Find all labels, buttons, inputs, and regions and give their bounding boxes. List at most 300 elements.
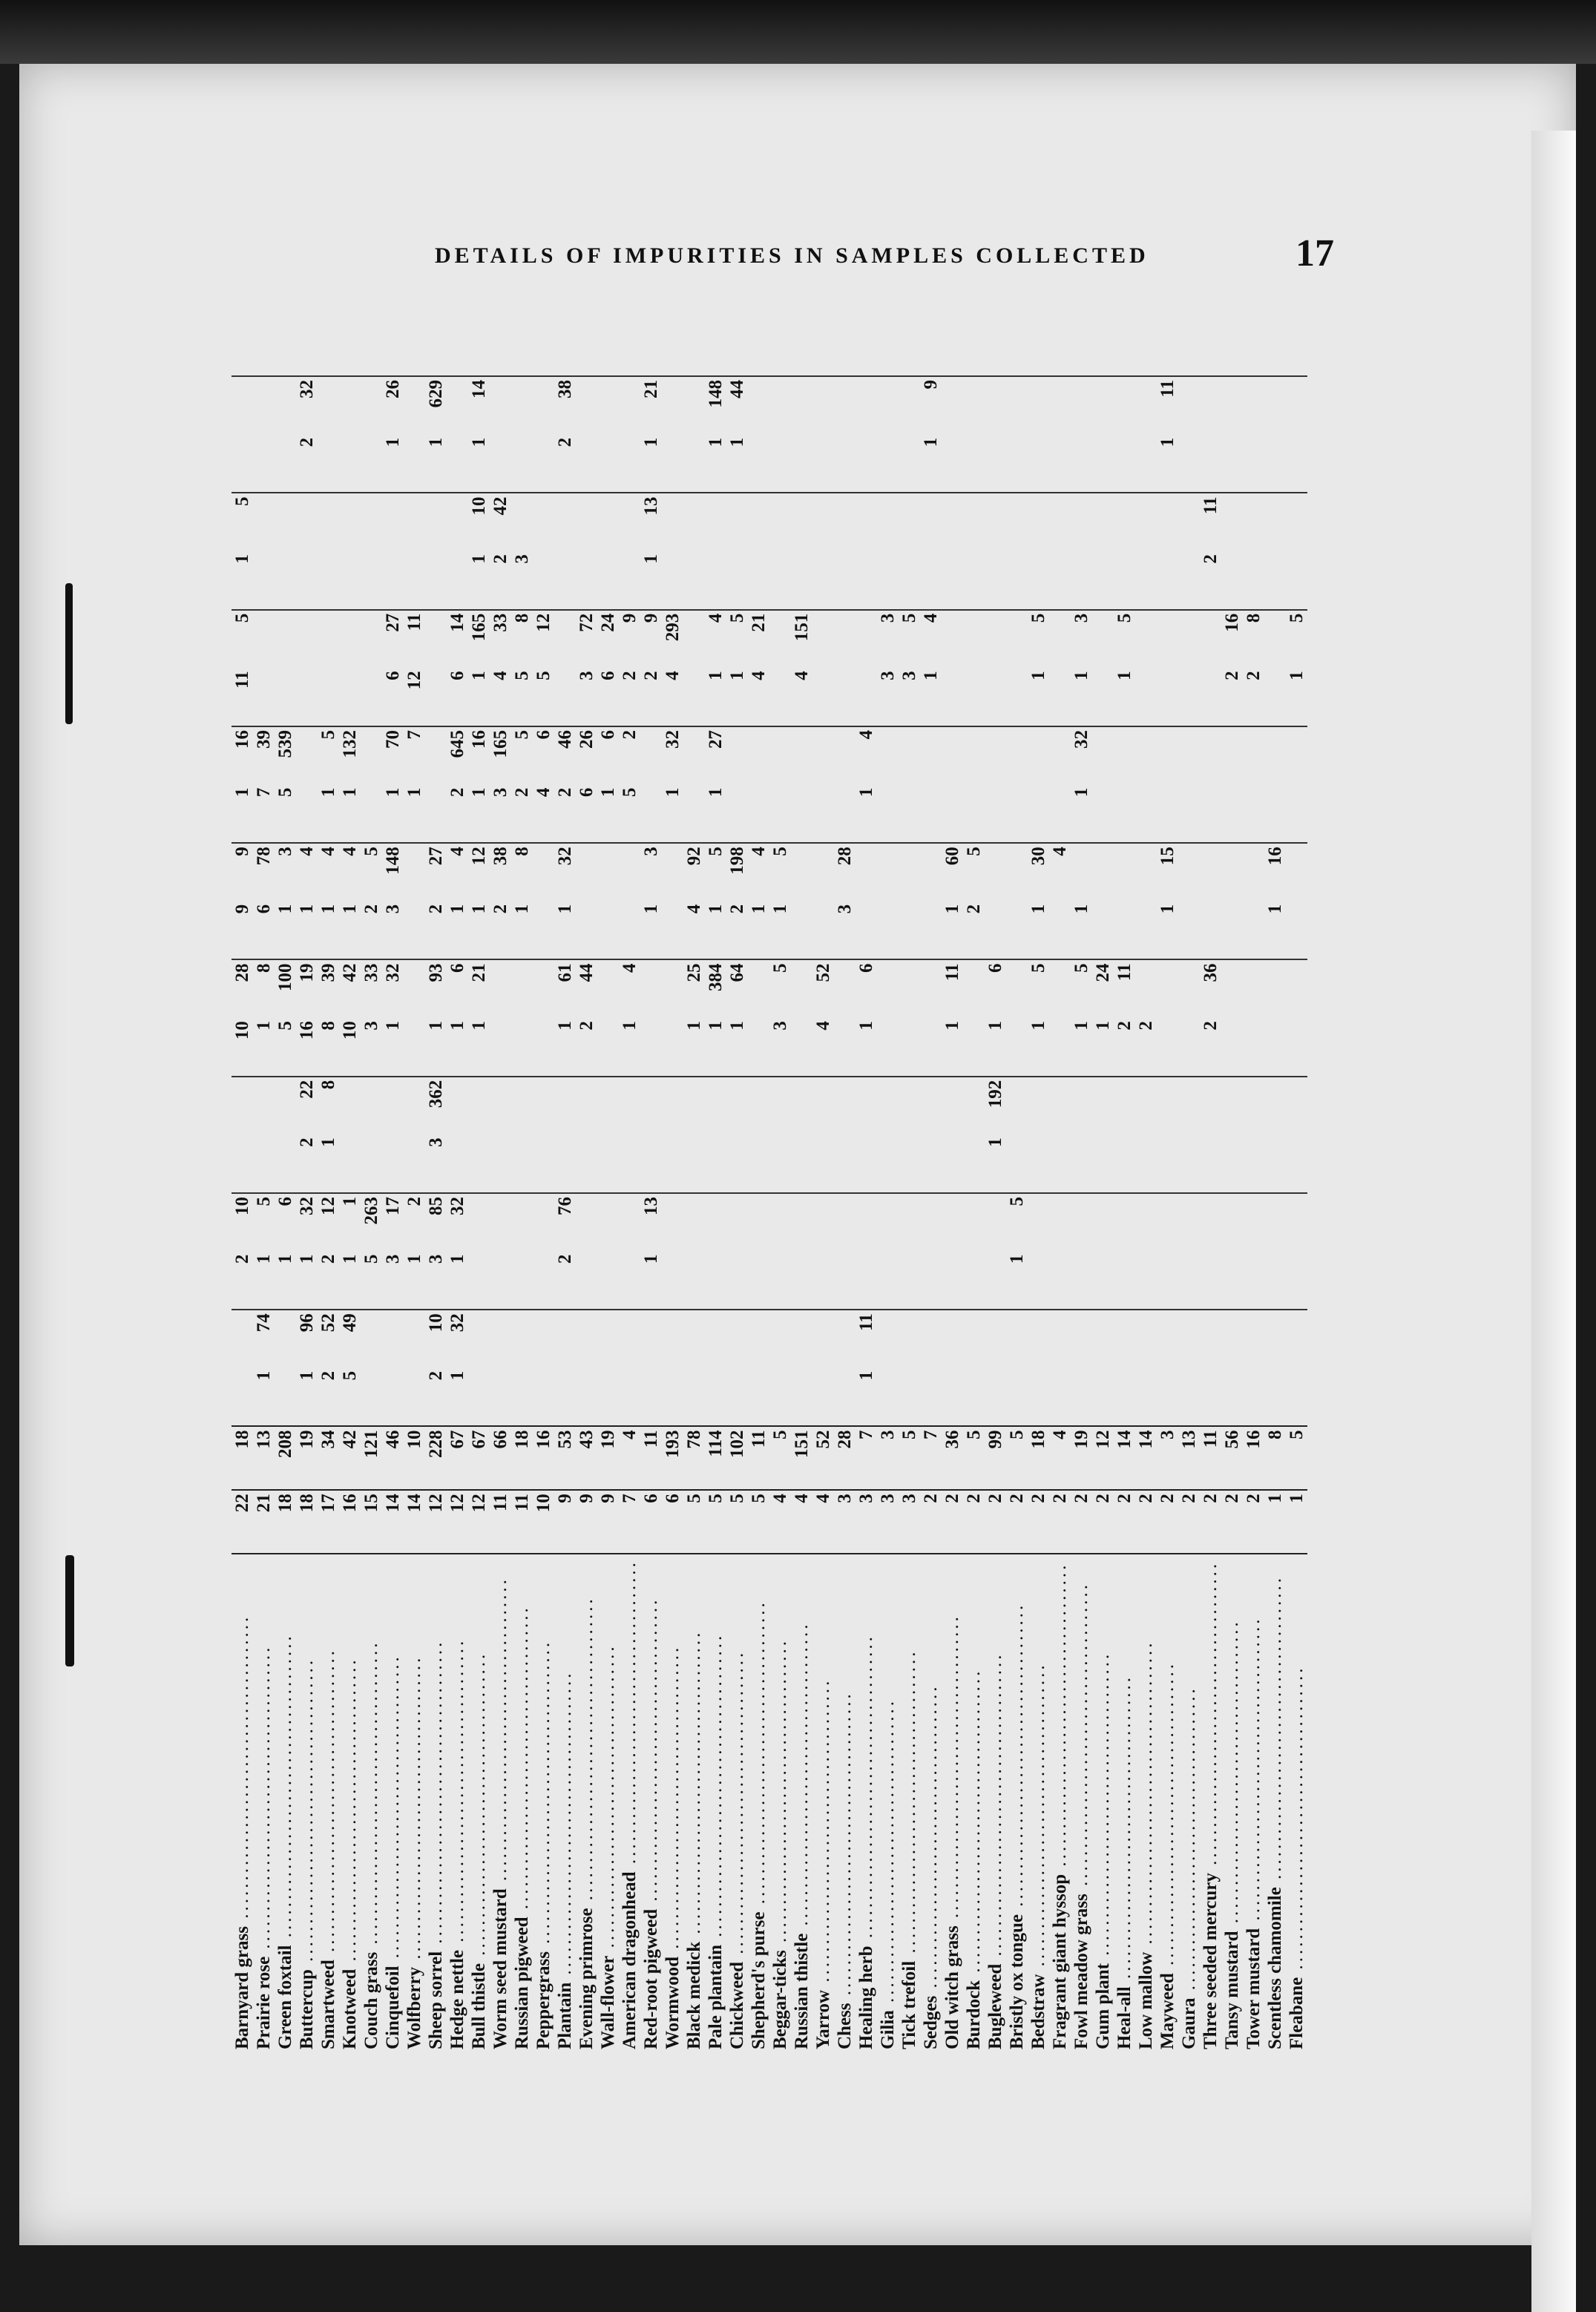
data-cell [705,1193,726,1252]
average-count-cell: 11 [748,1426,769,1490]
data-cell [1286,376,1307,435]
data-cell: 11 [942,959,963,1018]
sample-count-cell: 6 [640,1490,662,1554]
data-cell [339,668,361,726]
data-cell [404,376,425,435]
data-cell [899,1252,920,1310]
data-cell: 1 [383,1021,403,1031]
data-cell: 6 [447,671,467,680]
weed-name-cell [404,1554,425,2052]
data-cell [597,1252,619,1310]
data-cell [1178,959,1200,1018]
weed-name: Gilia ..... [878,1698,898,2049]
data-cell [834,1077,856,1135]
data-cell [748,1077,769,1135]
data-cell [683,1193,705,1252]
data-cell [468,1193,490,1252]
data-cell [877,1193,899,1252]
data-cell: 1 [641,1254,661,1264]
data-cell [1135,1310,1157,1368]
data-cell: 32 [662,726,683,785]
data-cell [662,435,683,493]
data-cell: 17 [382,1193,404,1252]
data-cell [856,668,877,726]
weed-name: Fragrant giant hyssop ..... [1050,1563,1070,2049]
data-cell [511,1252,533,1310]
data-cell [1178,843,1200,902]
data-cell [1049,1310,1071,1368]
data-cell [662,843,683,902]
data-cell: 21 [640,376,662,435]
data-cell [1221,785,1243,844]
data-cell: 13 [640,1193,662,1252]
data-cell [1264,1077,1286,1135]
data-cell [511,1368,533,1427]
table-row [382,376,404,2052]
weed-name-cell [856,1554,877,2052]
data-cell [1114,376,1135,435]
average-count-cell: 16 [533,1426,554,1490]
table-row [361,376,382,2052]
weed-name: American dragonhead ..... [620,1560,640,2049]
average-count-cell: 13 [253,1426,275,1490]
data-cell [877,1368,899,1427]
data-cell [554,493,576,551]
data-cell: 165 [468,610,490,669]
data-cell [1006,1018,1028,1077]
data-cell [1157,1193,1178,1252]
data-cell [1157,1134,1178,1193]
data-cell [597,1310,619,1368]
data-cell [1092,610,1114,669]
data-cell [619,1310,640,1368]
data-cell [920,1134,942,1193]
data-cell: 1 [1028,1021,1048,1031]
data-cell [447,435,468,493]
sample-count-cell: 2 [1178,1490,1200,1554]
data-cell [1200,1310,1221,1368]
data-cell [1049,1193,1071,1252]
data-cell: 1 [1028,904,1048,914]
data-cell [296,726,318,785]
data-cell [1135,610,1157,669]
data-cell: 1 [469,787,489,798]
data-cell [1135,1193,1157,1252]
data-cell: 3 [640,843,662,902]
sample-count-cell: 1 [1286,1490,1307,1554]
data-cell [1157,668,1178,726]
sample-count-cell: 2 [1135,1490,1157,1554]
data-cell [425,551,447,610]
data-cell: 6 [856,959,877,1018]
weed-name-cell [834,1554,856,2052]
average-count-cell: 5 [963,1426,985,1490]
data-cell [985,376,1006,435]
data-cell [942,1134,963,1193]
data-cell: 1 [447,904,467,914]
data-cell [899,493,920,551]
data-cell [1028,551,1049,610]
data-cell [1286,843,1307,902]
data-cell: 1 [641,904,661,914]
weed-name: Black medick ..... [684,1630,704,2049]
data-cell [576,1310,597,1368]
data-cell [490,1193,511,1252]
table-row [576,376,597,2052]
data-cell [296,551,318,610]
sample-count-cell: 3 [834,1490,856,1554]
data-cell: 6 [383,671,403,680]
data-cell [1264,1134,1286,1193]
weed-name: Chickweed ..... [727,1650,747,2049]
data-cell: 2 [1244,671,1264,680]
data-cell [791,1134,812,1193]
data-cell [963,493,985,551]
data-cell [1178,785,1200,844]
data-cell [533,843,554,902]
data-cell [1157,610,1178,669]
weed-name-cell [1092,1554,1114,2052]
average-count-cell: 8 [1264,1426,1286,1490]
sample-count-cell: 14 [404,1490,425,1554]
data-cell [1157,1252,1178,1310]
data-cell: 16 [297,1021,317,1040]
data-cell: 9 [640,610,662,669]
data-cell [748,1134,769,1193]
data-cell [253,610,275,669]
data-cell [899,1368,920,1427]
data-cell: 5 [253,1193,275,1252]
data-cell: 2 [555,1254,575,1264]
data-cell [942,1252,963,1310]
data-cell [812,493,834,551]
table-row [812,376,834,2052]
weed-name-cell [447,1554,468,2052]
data-cell [425,785,447,844]
data-cell [361,1134,382,1193]
table-row [1006,376,1028,2052]
data-cell: 5 [1028,610,1049,669]
data-cell [856,435,877,493]
data-cell [791,1018,812,1077]
data-cell [253,668,275,726]
data-cell [899,1018,920,1077]
data-cell [1006,668,1028,726]
data-cell: 32 [296,376,318,435]
data-cell: 8 [511,610,533,669]
data-cell [1243,902,1264,960]
average-count-cell: 228 [425,1426,447,1490]
sample-count-cell: 18 [296,1490,318,1554]
data-cell [856,1077,877,1135]
data-cell [1049,1252,1071,1310]
weed-name-cell [1135,1554,1157,2052]
data-cell: 1 [469,671,489,680]
data-cell [1178,435,1200,493]
data-cell: 16 [231,726,253,785]
data-cell [942,1077,963,1135]
data-cell [361,435,382,493]
data-cell [275,1134,296,1193]
data-cell [1006,551,1028,610]
data-cell: 6 [597,726,619,785]
data-cell [468,1368,490,1427]
data-cell: 1 [383,787,403,798]
data-cell: 5 [1114,610,1135,669]
weed-name: Fleabane ..... [1287,1666,1307,2049]
data-cell [382,1134,404,1193]
data-cell: 1 [942,904,962,914]
data-cell [985,785,1006,844]
sample-count-cell: 10 [533,1490,554,1554]
data-cell [1200,785,1221,844]
table-row [404,376,425,2052]
data-cell [339,435,361,493]
data-cell [1286,726,1307,785]
average-count-cell: 14 [1114,1426,1135,1490]
data-cell: 26 [576,726,597,785]
table-row [1157,376,1178,2052]
data-cell [1243,551,1264,610]
data-cell [619,376,640,435]
data-cell [1264,376,1286,435]
data-cell [985,435,1006,493]
data-cell [511,1077,533,1135]
data-cell [339,1134,361,1193]
sample-count-cell: 17 [318,1490,339,1554]
data-cell [231,435,253,493]
table-row [1028,376,1049,2052]
data-cell: 39 [253,726,275,785]
data-cell [1178,1193,1200,1252]
data-cell [985,551,1006,610]
weed-name: Sedges ..... [921,1684,941,2049]
data-cell [920,1018,942,1077]
sample-count-cell: 12 [447,1490,468,1554]
data-cell: 96 [296,1310,318,1368]
data-cell [597,959,619,1018]
data-cell [920,551,942,610]
data-cell: 2 [490,904,510,914]
data-cell: 33 [490,610,511,669]
weed-name-cell [942,1554,963,2052]
data-cell [1264,435,1286,493]
data-cell: 1 [254,1021,274,1031]
average-count-cell: 151 [791,1426,812,1490]
data-cell: 2 [426,1370,446,1381]
data-cell [877,493,899,551]
data-cell [1092,902,1114,960]
data-cell: 1 [1007,1254,1027,1264]
data-cell: 1 [856,787,876,798]
sample-count-cell: 7 [619,1490,640,1554]
weed-name: Tower mustard ..... [1244,1617,1264,2049]
data-cell [899,1077,920,1135]
weed-name-cell [253,1554,275,2052]
weed-name-cell [576,1554,597,2052]
data-cell [1200,1368,1221,1427]
data-cell [1264,1310,1286,1368]
data-cell [1243,726,1264,785]
average-count-cell: 13 [1178,1426,1200,1490]
data-cell [920,902,942,960]
data-cell [511,1310,533,1368]
weed-name: Couch grass ..... [361,1640,381,2049]
data-cell [533,435,554,493]
data-cell [361,551,382,610]
data-cell: 1 [339,1193,361,1252]
data-cell [812,1134,834,1193]
data-cell [1243,959,1264,1018]
data-cell: 32 [382,959,404,1018]
data-cell [1178,376,1200,435]
data-cell: 1 [921,437,941,447]
table-row [1178,376,1200,2052]
data-cell [1264,668,1286,726]
data-cell: 1 [340,787,360,798]
data-cell [877,1252,899,1310]
data-cell: 19 [296,959,318,1018]
data-cell [899,1310,920,1368]
data-cell: 1 [727,671,747,680]
data-cell [597,435,619,493]
weed-name-cell [812,1554,834,2052]
data-cell [812,843,834,902]
data-cell [619,902,640,960]
data-cell [1006,1310,1028,1368]
data-cell [791,726,812,785]
data-cell: 24 [597,610,619,669]
data-cell: 76 [554,1193,576,1252]
sample-count-cell: 2 [1200,1490,1221,1554]
data-cell [1092,376,1114,435]
weed-name-cell [791,1554,812,2052]
data-cell [1243,1252,1264,1310]
data-cell [791,959,812,1018]
data-cell: 3 [877,610,899,669]
data-cell [791,493,812,551]
data-cell [1243,1077,1264,1135]
weed-name-cell [468,1554,490,2052]
average-count-cell: 67 [447,1426,468,1490]
data-cell [920,959,942,1018]
table-row [942,376,963,2052]
data-cell: 10 [468,493,490,551]
weed-name-cell [382,1554,404,2052]
data-cell [963,959,985,1018]
data-cell: 384 [705,959,726,1018]
data-cell [856,1134,877,1193]
data-cell [791,1193,812,1252]
table-row [856,376,877,2052]
data-cell [1135,1368,1157,1427]
data-cell [985,668,1006,726]
data-cell [1071,551,1092,610]
data-cell: 15 [1157,843,1178,902]
data-cell [1114,1193,1135,1252]
data-cell [1264,1018,1286,1077]
data-cell: 1 [512,904,532,914]
data-cell: 2 [577,1021,597,1031]
data-cell [834,493,856,551]
data-cell [1114,551,1135,610]
data-cell [1114,1310,1135,1368]
data-cell [468,1077,490,1135]
data-cell [404,959,425,1018]
data-cell: 12 [533,610,554,669]
weed-name-cell [1114,1554,1135,2052]
data-cell [920,1310,942,1368]
data-cell [683,785,705,844]
data-cell [231,1310,253,1368]
data-cell [275,551,296,610]
sample-count-cell: 11 [511,1490,533,1554]
data-cell [404,843,425,902]
data-cell [1135,1252,1157,1310]
data-cell: 1 [727,437,747,447]
data-cell [1006,902,1028,960]
table-row [1264,376,1286,2052]
data-cell [899,843,920,902]
data-cell [1049,1077,1071,1135]
page-edge [1531,131,1576,2312]
data-cell: 24 [1092,959,1114,1018]
data-cell [963,668,985,726]
data-cell [1264,726,1286,785]
data-cell: 1 [555,1021,575,1031]
data-cell [920,1077,942,1135]
data-cell [361,1310,382,1368]
data-cell: 1 [404,787,424,798]
weed-name: Gaura ..... [1179,1686,1199,2049]
table-row [533,376,554,2052]
data-cell: 1 [318,1137,338,1147]
sample-count-cell: 2 [1049,1490,1071,1554]
weed-name-cell [1264,1554,1286,2052]
weed-name-cell [275,1554,296,2052]
data-cell [296,668,318,726]
data-cell: 539 [275,726,296,785]
data-cell: 25 [683,959,705,1018]
data-cell: 1 [706,671,726,680]
data-cell [511,1193,533,1252]
sample-count-cell: 5 [683,1490,705,1554]
data-cell [920,1368,942,1427]
weed-name-cell [318,1554,339,2052]
data-cell [726,1310,748,1368]
average-count-cell: 36 [942,1426,963,1490]
weed-name-cell [1157,1554,1178,2052]
data-cell [1092,1193,1114,1252]
weed-name: Russian thistle ..... [792,1621,812,2049]
scanned-page [19,64,1576,2245]
data-cell [834,1193,856,1252]
data-cell: 78 [253,843,275,902]
data-cell [834,726,856,785]
weed-name: Knotweed ..... [340,1657,360,2049]
data-cell: 3 [878,671,898,680]
data-cell [597,1368,619,1427]
weed-name: Peppergrass ..... [533,1640,554,2049]
data-cell [920,493,942,551]
weed-name-cell [705,1554,726,2052]
data-cell [1178,902,1200,960]
data-cell [533,1252,554,1310]
data-cell [1135,902,1157,960]
weed-name: Low mallow ..... [1136,1641,1156,2050]
weed-name-cell [1221,1554,1243,2052]
data-cell: 10 [232,1021,252,1040]
